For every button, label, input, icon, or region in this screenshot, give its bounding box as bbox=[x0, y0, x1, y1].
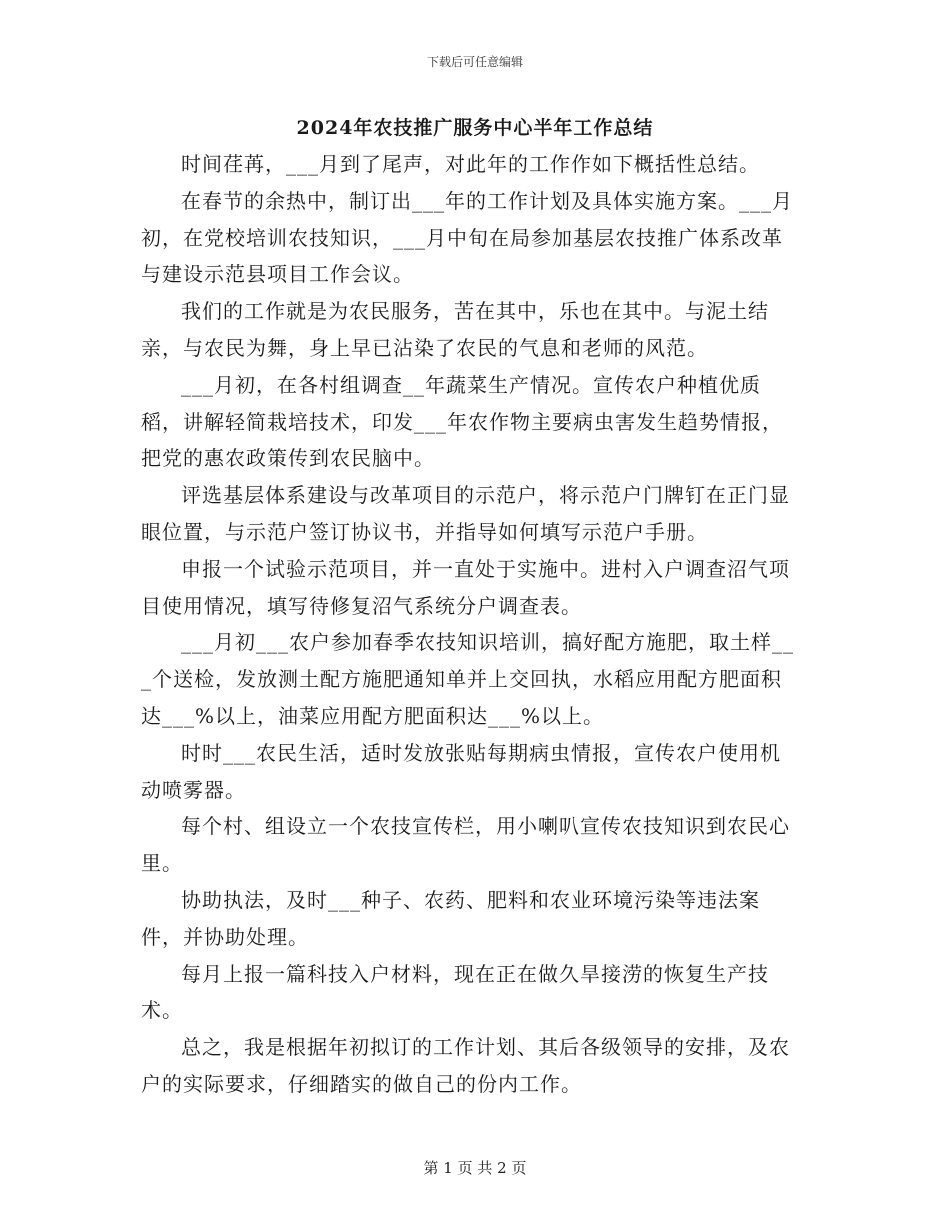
paragraph: 我们的工作就是为农民服务，苦在其中，乐也在其中。与泥土结亲，与农民为舞，身上早已沾染了农民的气息和老师的风范。 bbox=[141, 299, 769, 360]
document-title: 2024年农技推广服务中心半年工作总结 bbox=[296, 117, 654, 139]
paragraph: 申报一个试验示范项目，并一直处于实施中。进村入户调查沼气项目使用情况，填写待修复沼气系统分户调查表。 bbox=[141, 556, 790, 618]
document-body bbox=[141, 146, 801, 1103]
paragraph: 每个村、组设立一个农技宣传栏，用小喇叭宣传农技知识到农民心里。 bbox=[141, 814, 790, 876]
paragraph: 总之，我是根据年初拟订的工作计划、其后各级领导的安排，及农户的实际要求，仔细踏实的做自己的份内工作。 bbox=[141, 1035, 790, 1096]
paragraph: 时间荏苒，___月到了尾声，对此年的工作作如下概括性总结。 bbox=[181, 152, 760, 176]
paragraph: 时时___农民生活，适时发放张贴每期病虫情报，宣传农户使用机动喷雾器。 bbox=[141, 740, 781, 802]
paragraph: 评选基层体系建设与改革项目的示范户，将示范户门牌钉在正门显眼位置，与示范户签订协议书，并指导如何填写示范户手册。 bbox=[141, 483, 790, 544]
paragraph: ___月初___农户参加春季农技知识培训，搞好配方施肥，取土样___个送检，发放测土配方施肥通知单并上交回执，水稻应用配方肥面积达___%以上，油菜应用配方肥面积达___%以上。 bbox=[141, 630, 794, 728]
paragraph: 协助执法，及时___种子、农药、肥料和农业环境污染等违法案件，并协助处理。 bbox=[141, 887, 760, 949]
paragraph: 每月上报一篇科技入户材料，现在正在做久旱接涝的恢复生产技术。 bbox=[141, 961, 769, 1023]
page-number: 第 1 页 共 2 页 bbox=[423, 1159, 527, 1177]
download-note: 下载后可任意编辑 bbox=[426, 55, 523, 69]
paragraph: ___月初，在各村组调查__年蔬菜生产情况。宣传农户种植优质稻，讲解轻简栽培技术，印发___年农作物主要病虫害发生趋势情报，把党的惠农政策传到农民脑中。 bbox=[141, 372, 783, 471]
paragraph: 在春节的余热中，制订出___年的工作计划及具体实施方案。___月初，在党校培训农技知识，___月中旬在局参加基层农技推广体系改革与建设示范县项目工作会议。 bbox=[141, 188, 793, 287]
